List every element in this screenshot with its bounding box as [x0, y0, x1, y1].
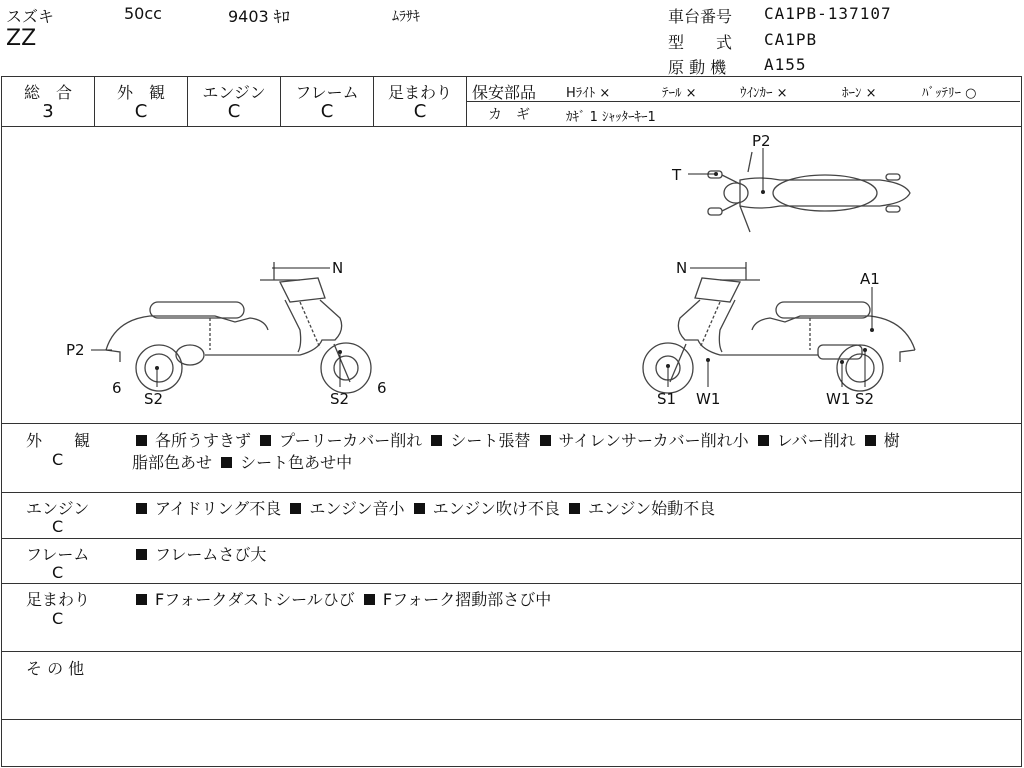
- bullet-icon: [364, 594, 375, 605]
- divider: [2, 423, 1022, 424]
- note-item: 樹: [883, 431, 900, 450]
- bullet-icon: [540, 435, 551, 446]
- suspension-score-label: 足まわり: [387, 83, 452, 102]
- label-p2-top: P2: [752, 132, 771, 150]
- suspension-score: C: [413, 101, 427, 122]
- note-item: レバー削れ: [776, 431, 856, 450]
- bullet-icon: [290, 503, 301, 514]
- note-item: プーリーカバー削れ: [279, 431, 423, 450]
- bullet-icon: [136, 503, 147, 514]
- frame-no: CA1PB-137107: [764, 4, 892, 23]
- label-w1-b: W1: [826, 390, 851, 408]
- key-value: ｶｷﾞ 1 ｼｬｯﾀｰｷｰ1: [566, 110, 656, 125]
- safety-label: 保安部品: [472, 83, 537, 102]
- label-s2-right: S2: [855, 390, 875, 408]
- note-engine-items: [132, 496, 715, 519]
- note-engine-label: エンジン: [26, 499, 90, 518]
- label-6-right: 6: [377, 379, 387, 397]
- bullet-icon: [569, 503, 580, 514]
- note-exterior-label: 外 観: [26, 431, 91, 450]
- frame-score: C: [320, 101, 334, 122]
- exterior-label: 外 観: [116, 83, 165, 102]
- scooter-diagram: [0, 127, 1024, 423]
- note-item: 各所うすきず: [155, 431, 252, 450]
- bullet-icon: [136, 549, 147, 560]
- safety-winker: ｳｲﾝｶｰ ×: [740, 86, 788, 101]
- engine-score-label: エンジン: [202, 83, 266, 102]
- note-item: エンジン音小: [309, 499, 405, 518]
- bullet-icon: [221, 457, 232, 468]
- displacement: 50cc: [124, 4, 162, 23]
- note-item: エンジン吹け不良: [432, 499, 560, 518]
- note-frame-label: フレーム: [26, 545, 90, 564]
- maker: スズキ: [6, 7, 55, 26]
- engine-label: 原 動 機: [668, 58, 727, 77]
- label-p2-left: P2: [66, 341, 85, 359]
- divider: [2, 583, 1022, 584]
- bullet-icon: [136, 594, 147, 605]
- note-exterior-grade: C: [52, 450, 64, 469]
- divider: [2, 538, 1022, 539]
- model-name: ZZ: [6, 26, 37, 51]
- safety-tail: ﾃｰﾙ ×: [662, 86, 697, 101]
- overall-score: 3: [42, 101, 54, 122]
- engine-score: C: [227, 101, 241, 122]
- bullet-icon: [136, 435, 147, 446]
- key-label: カ ギ: [488, 107, 530, 123]
- note-engine-grade: C: [52, 517, 64, 536]
- note-item: Fフォークダストシールひび: [155, 590, 355, 609]
- label-s1: S1: [657, 390, 677, 408]
- divider: [2, 651, 1022, 652]
- bullet-icon: [260, 435, 271, 446]
- label-w1-a: W1: [696, 390, 721, 408]
- divider: [2, 719, 1022, 720]
- divider: [2, 492, 1022, 493]
- mileage: 9403 ｷﾛ: [228, 7, 290, 26]
- note-exterior-line2: [132, 450, 352, 473]
- note-item: Fフォーク摺動部さび中: [382, 590, 552, 609]
- note-item: サイレンサーカバー削れ小: [558, 431, 749, 450]
- bullet-icon: [431, 435, 442, 446]
- note-item: シート張替: [450, 431, 531, 450]
- safety-headlight: Hﾗｲﾄ ×: [566, 86, 611, 101]
- overall-label: 総 合: [23, 83, 72, 102]
- bullet-icon: [865, 435, 876, 446]
- note-frame-grade: C: [52, 563, 64, 582]
- label-n-left: N: [332, 259, 344, 277]
- frame-no-label: 車台番号: [668, 7, 733, 26]
- body-color: ﾑﾗｻｷ: [392, 9, 420, 25]
- note-item: フレームさび大: [155, 545, 267, 564]
- frame-score-label: フレーム: [295, 83, 359, 102]
- safety-battery: ﾊﾞｯﾃﾘｰ ○: [922, 86, 977, 101]
- note-suspension-grade: C: [52, 609, 64, 628]
- label-t: T: [672, 166, 682, 184]
- label-s2-left-a: S2: [144, 390, 164, 408]
- top-view-scooter: [708, 152, 910, 232]
- note-item: エンジン始動不良: [587, 499, 716, 518]
- note-item: アイドリング不良: [155, 499, 282, 518]
- note-frame-items: [132, 542, 266, 565]
- bullet-icon: [414, 503, 425, 514]
- label-6-left: 6: [112, 379, 122, 397]
- label-a1: A1: [860, 270, 880, 288]
- safety-horn: ﾎｰﾝ ×: [842, 86, 877, 101]
- note-other-label: そ の 他: [26, 659, 85, 678]
- left-side-scooter: [106, 262, 371, 393]
- type-label: 型 式: [668, 33, 733, 52]
- note-exterior-line1: [132, 428, 900, 451]
- engine-value: A155: [764, 55, 807, 74]
- exterior-score: C: [134, 101, 148, 122]
- label-s2-left-b: S2: [330, 390, 350, 408]
- divider: [2, 76, 1022, 77]
- label-n-right: N: [676, 259, 688, 277]
- note-item: シート色あせ中: [240, 453, 353, 472]
- type-value: CA1PB: [764, 30, 818, 49]
- bullet-icon: [758, 435, 769, 446]
- note-suspension-label: 足まわり: [26, 590, 91, 609]
- note-item: 脂部色あせ: [132, 453, 213, 472]
- divider: [466, 101, 1020, 102]
- note-suspension-items: [132, 587, 551, 610]
